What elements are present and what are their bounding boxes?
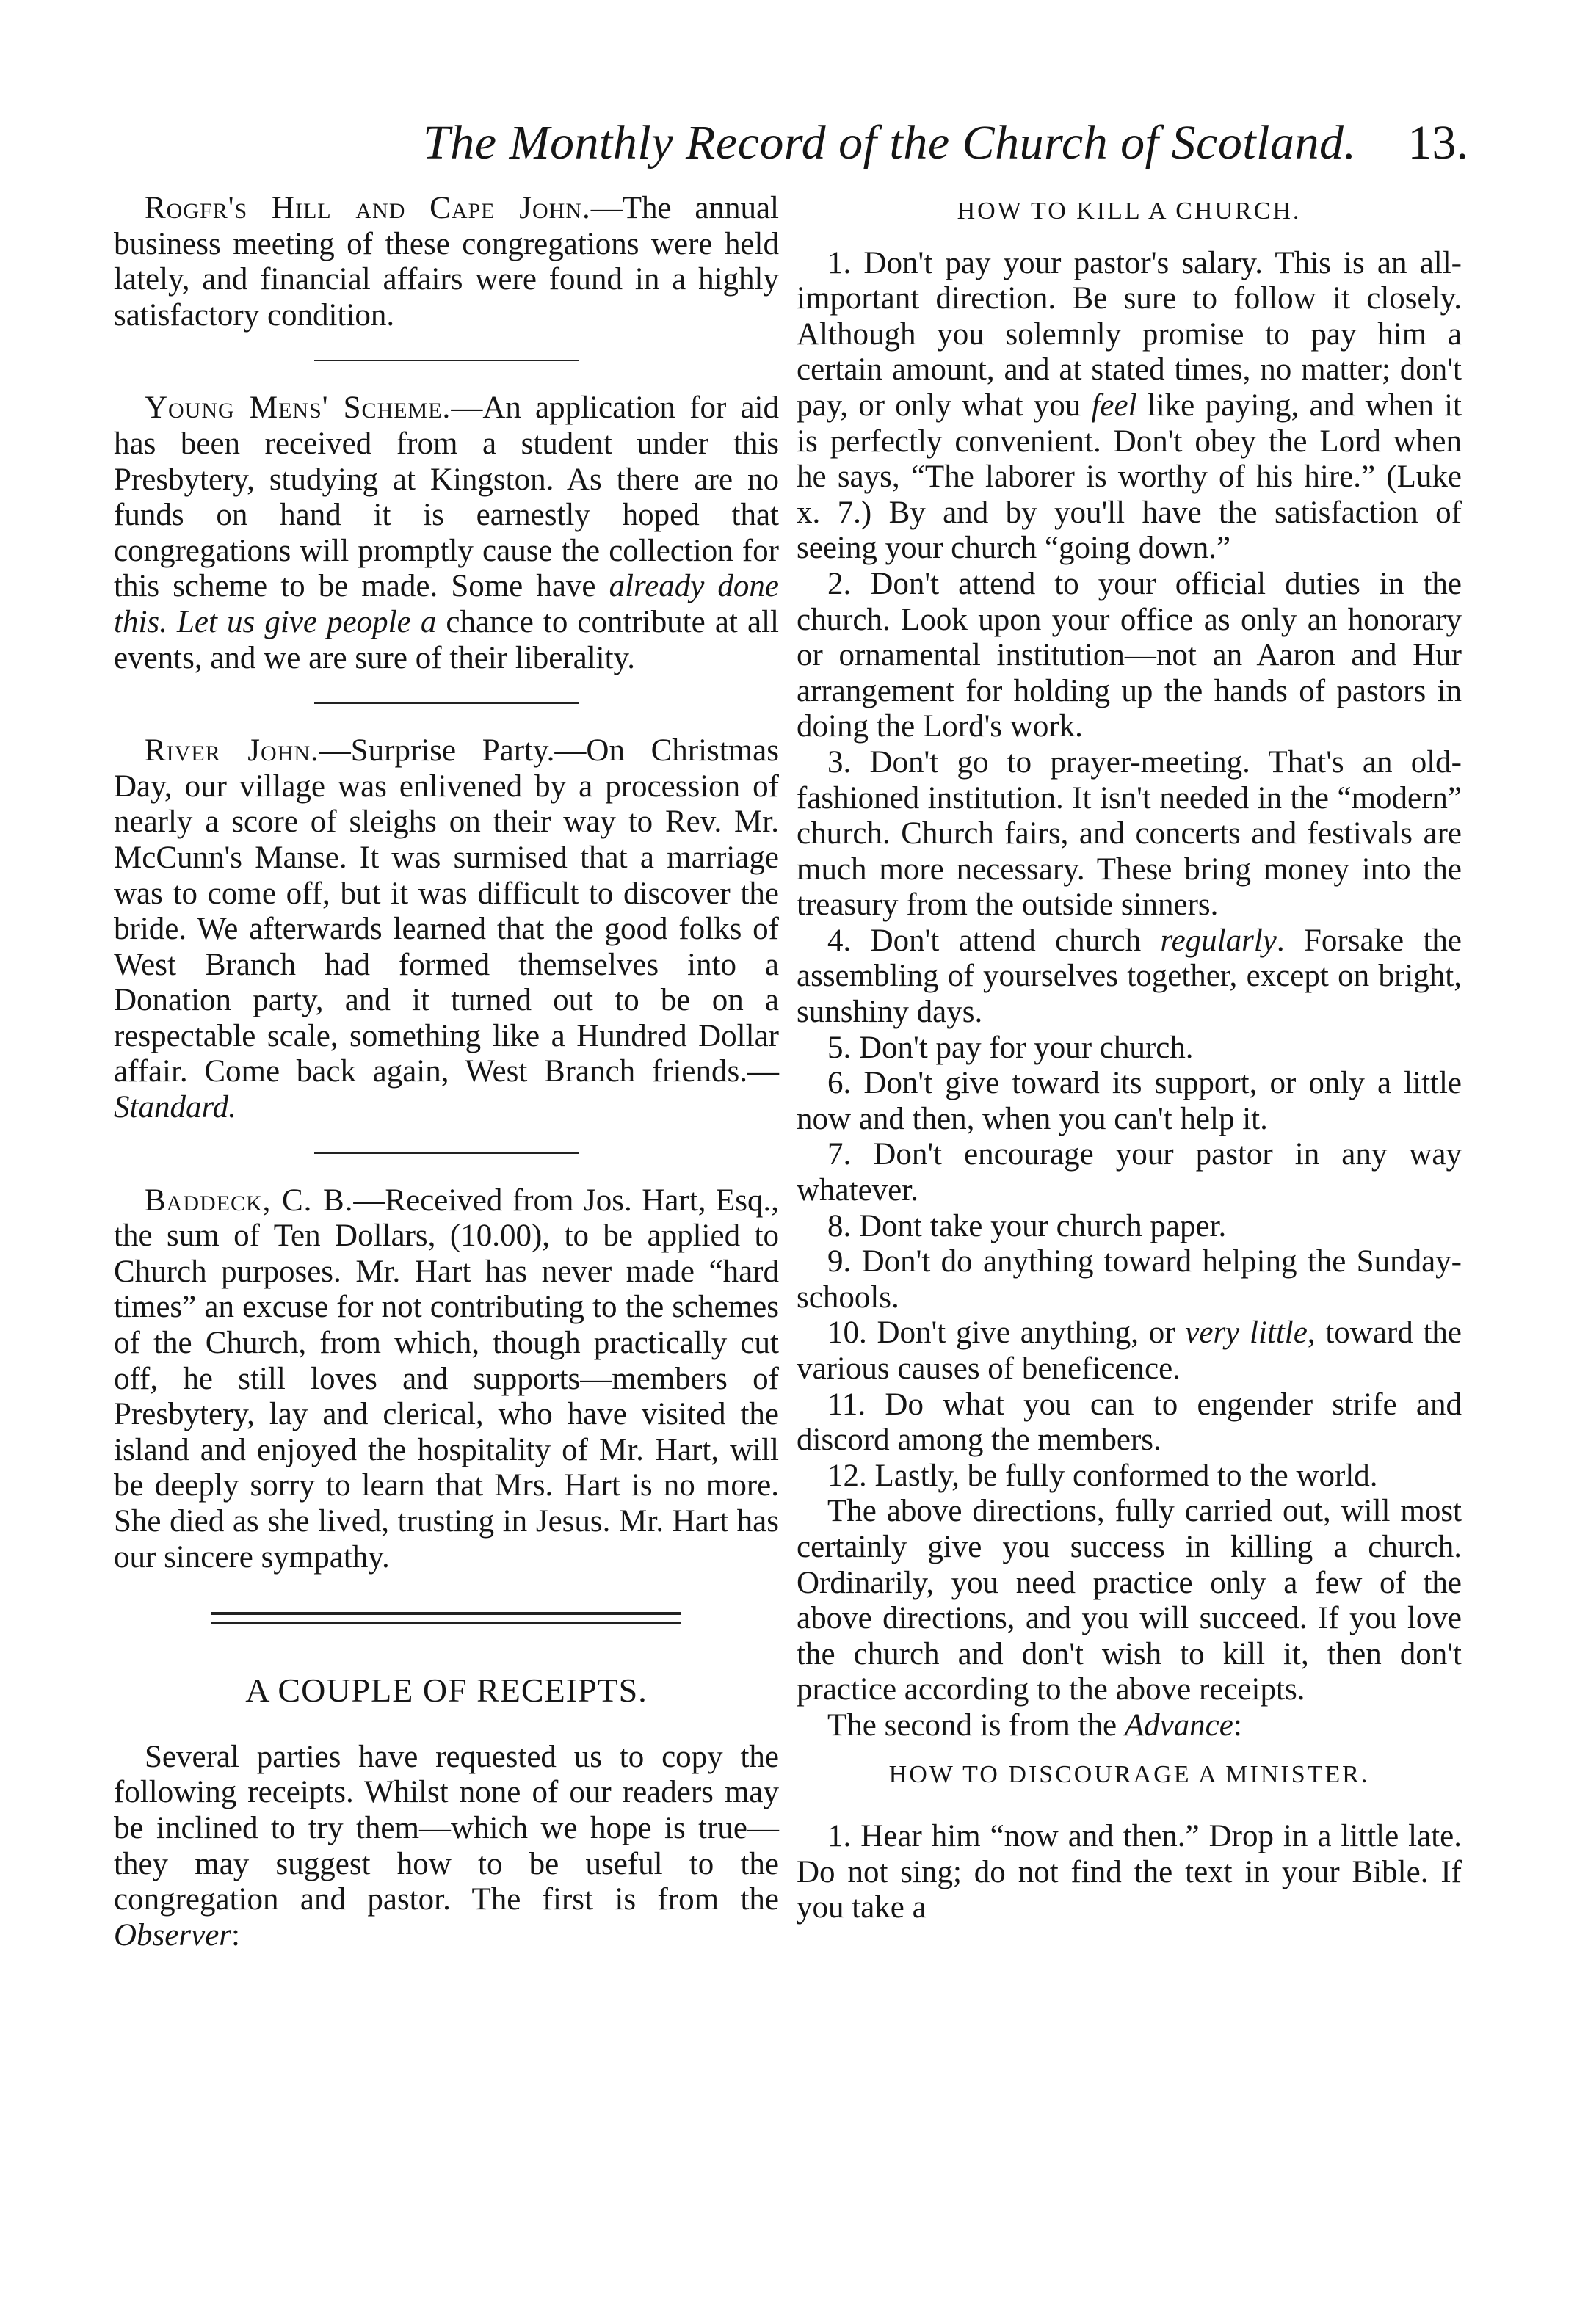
article-heading: Baddeck, C. B.: [145, 1183, 354, 1218]
article-river-john: [114, 733, 779, 1126]
article-body: —Received from Jos. Hart, Esq., the sum of Ten Dollars, (10.00), to be applied to Church purposes. Mr. Hart has never made “hard times” an excuse for not contributing to the schemes of the Church, from which, though practically cut off, he still loves and supports—members of Presbytery, lay and clerical, who have visited the island and enjoyed the hospitality of Mr. Hart, will be deeply sorry to learn that Mrs. Hart is no more. She died as she lived, trusting in Jesus. Mr. Hart has our sincere sympathy.: [114, 1183, 779, 1575]
list-text: 10. Don't give anything, or: [827, 1315, 1186, 1351]
list-text: , toward the various causes of beneficence.: [797, 1315, 1462, 1386]
article-body: chance to contribute at all events, and we are sure of their liberality.: [114, 604, 779, 675]
list-item: 8. Dont take your church paper.: [827, 1208, 1227, 1243]
intro-colon: :: [1233, 1707, 1242, 1743]
list-item: [797, 923, 1462, 1031]
article-heading: River John.: [145, 733, 319, 769]
list-item: [797, 246, 1462, 567]
list-text-italic: feel: [1091, 388, 1137, 423]
list-item: 5. Don't pay for your church.: [827, 1030, 1194, 1065]
section-heading-receipts: A COUPLE OF RECEIPTS.: [245, 1671, 648, 1710]
section-divider: [314, 702, 579, 704]
double-divider: [211, 1612, 681, 1624]
closing-paragraph: The above directions, fully carried out, will most certainly give you success in killing a church. Ordinarily, you need practice only a few of the above directions, and you will succeed. If you love the church and don't wish to kill it, then don't practice according to the above receipts.: [797, 1494, 1462, 1707]
article-body-italic: already done this. Let us give people a: [114, 569, 779, 639]
article-source: Standard.: [114, 1090, 236, 1125]
running-head: [0, 110, 1468, 176]
heading-kill-a-church: HOW TO KILL A CHURCH.: [957, 197, 1302, 225]
section-divider: [314, 360, 579, 361]
section-divider: [314, 1152, 579, 1154]
list-item: 7. Don't encourage your pastor in any way whatever.: [797, 1137, 1462, 1208]
page-number: 13.: [1407, 116, 1468, 170]
list-item: 11. Do what you can to engender strife and discord among the members.: [797, 1387, 1462, 1458]
article-heading: Young Mens' Scheme.: [145, 391, 452, 426]
receipts-source: Observer: [114, 1917, 232, 1953]
list-text: . Forsake the assembling of yourselves together, except on bright, sunshiny days.: [797, 923, 1462, 1030]
list-item: 6. Don't give toward its support, or only a little now and then, when you can't help it.: [797, 1066, 1462, 1136]
list-item: 12. Lastly, be fully conformed to the world.: [827, 1458, 1378, 1493]
article-body: —An application for aid has been received from a student under this Presbytery, studying at Kingston. As there are no funds on hand it is earnestly hoped that congregations will promptly cause the collection for this scheme to be made. Some have: [114, 391, 779, 604]
list-item: 3. Don't go to prayer-meeting. That's an old-fashioned institution. It isn't needed in the “modern” church. Church fairs, and concerts and festivals are much more necessary. These bring money into the treasury from the outside sinners.: [797, 744, 1462, 923]
list-item: 2. Don't attend to your official duties in the church. Look upon your office as only an honorary or ornamental institution—not an Aaron and Hur arrangement for holding up the hands of pastors in doing the Lord's work.: [797, 566, 1462, 744]
journal-title: The Monthly Record of the Church of Scotland.: [423, 116, 1357, 170]
list-text: like paying, and when it is perfectly convenient. Don't obey the Lord when he says, “The laborer is worthy of his hire.” (Luke x. 7.) By and by you'll have the satisfaction of seeing your church “going down.”: [797, 388, 1462, 566]
left-column: [114, 191, 779, 1953]
list-item: 1. Hear him “now and then.” Drop in a little late. Do not sing; do not find the text in your Bible. If you take a: [797, 1819, 1462, 1925]
intro-text: The second is from the: [827, 1707, 1125, 1743]
list-item: 9. Don't do anything toward helping the Sunday-schools.: [797, 1244, 1462, 1315]
receipts-colon: :: [231, 1917, 240, 1953]
article-rogers-hill: [114, 191, 779, 333]
article-baddeck: [114, 1183, 779, 1576]
second-receipt-intro: [797, 1708, 1462, 1744]
right-column: [797, 191, 1462, 1926]
list-item: [797, 1315, 1462, 1387]
article-young-mens-scheme: [114, 391, 779, 676]
receipts-intro: [114, 1740, 779, 1954]
list-text: 1. Don't pay your pastor's salary. This is an all-important direction. Be sure to follow it closely. Although you solemnly promise to pay him a certain amount, and at stated times, no matter; don't pay, or only what you: [797, 245, 1462, 423]
heading-discourage-a-minister: HOW TO DISCOURAGE A MINISTER.: [888, 1760, 1370, 1788]
receipts-body: Several parties have requested us to copy the following receipts. Whilst none of our readers may be inclined to try them—which we hope is true—they may suggest how to be useful to the congregation and pastor. The first is from the: [114, 1739, 779, 1917]
intro-source: Advance: [1124, 1707, 1233, 1743]
list-text: 4. Don't attend church: [827, 923, 1161, 958]
article-body: —The annual business meeting of these congregations were held lately, and financial affairs were found in a highly satisfactory condition.: [114, 191, 779, 333]
list-text-italic: regularly: [1160, 923, 1277, 958]
article-heading: Rogfr's Hill and Cape John.: [145, 191, 591, 225]
list-text-italic: very little: [1185, 1315, 1308, 1351]
article-body: —Surprise Party.—On Christmas Day, our village was enlivened by a procession of nearly a score of sleighs on their way to Rev. Mr. McCunn's Manse. It was surmised that a marriage was to come off, but it was difficult to discover the bride. We afterwards learned that the good folks of West Branch had formed themselves into a Donation party, and it turned out to be on a respectable scale, something like a Hundred Dollar affair. Come back again, West Branch friends.—: [114, 733, 779, 1089]
